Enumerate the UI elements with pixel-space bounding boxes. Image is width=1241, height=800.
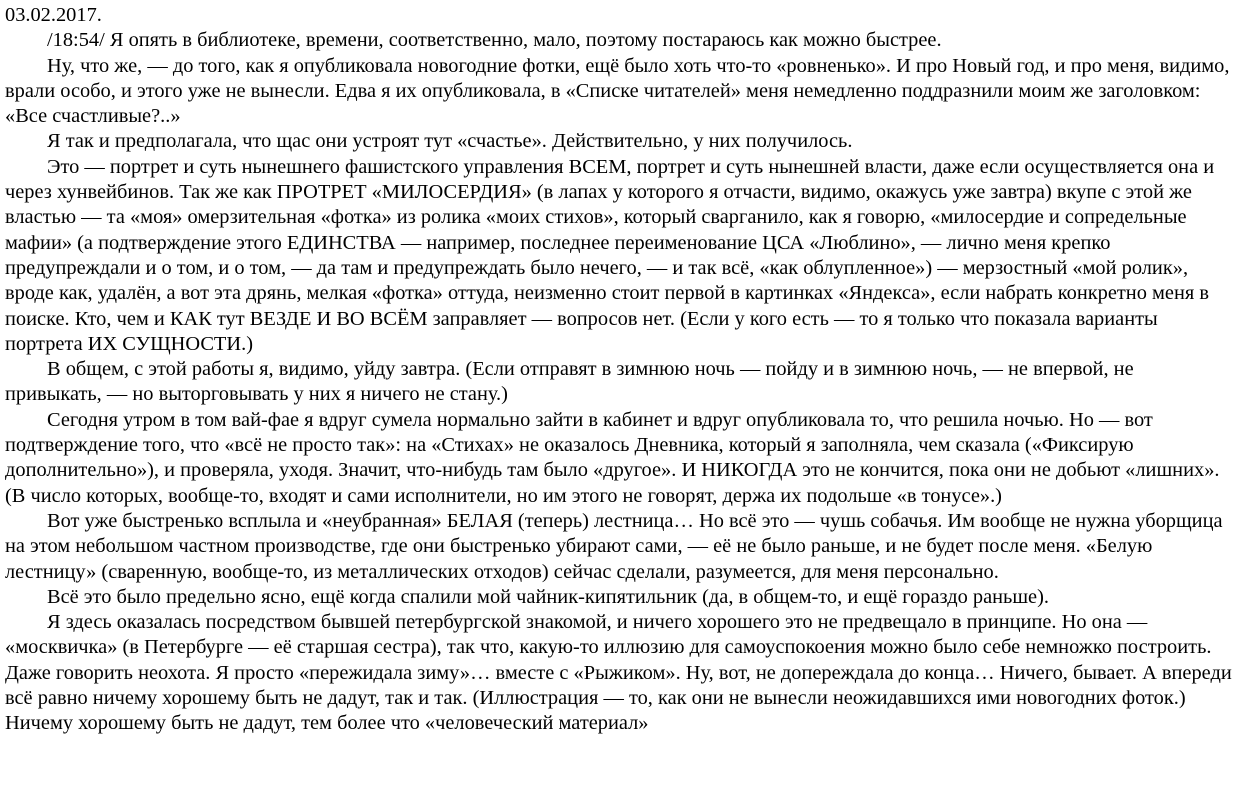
paragraph-1: /18:54/ Я опять в библиотеке, времени, соответственно, мало, поэтому постараюсь как можно быстрее. bbox=[47, 29, 942, 52]
paragraph-6: Сегодня утром в том вай-фае я вдруг сумела нормально зайти в кабинет и вдруг опубликовала то, что решила ночью. Но — вот подтверждение того, что «всё не просто так»: на «Стихах» не оказалось Дневника, который я заполняла, чем сказала («Фиксирую дополнительно»), и проверяла, уходя. Значит, что-нибудь там было «другое». И НИКОГДА это не кончится, пока они не добьют «лишних». (В число которых, вообще-то, входят и сами исполнители, но им этого не говорят, держа их подольше «в тонусе».) bbox=[5, 408, 1220, 507]
paragraph-2: Ну, что же, — до того, как я опубликовала новогодние фотки, ещё было хоть что-то «ровненько». И про Новый год, и про меня, видимо, врали особо, и этого уже не вынесли. Едва я их опубликовала, в «Списке читателей» меня немедленно поддразнили моим же заголовком: «Все счастливые?..» bbox=[5, 54, 1230, 128]
document-body bbox=[5, 28, 1233, 736]
paragraph-4: Это — портрет и суть нынешнего фашистского управления ВСЕМ, портрет и суть нынешней власти, даже если осуществляется она и через хунвейбинов. Так же как ПРОТРЕТ «МИЛОСЕРДИЯ» (в лапах у которого я отчасти, видимо, окажусь уже завтра) вкупе с этой же властью — та «моя» омерзительная «фотка» из ролика «моих стихов», который сварганило, как я говорю, «милосердие и сопредельные мафии» (а подтверждение этого ЕДИНСТВА — например, последнее переименование ЦСА «Люблино», — лично меня крепко предупреждали и о том, и о том, — да там и предупреждать было нечего, — и так всё, «как облупленное») — мерзостный «мой ролик», вроде как, удалён, а вот эта дрянь, мелкая «фотка» оттуда, неизменно стоит первой в картинках «Яндекса», если набрать конкретно меня в поиске. Кто, чем и КАК тут ВЕЗДЕ И ВО ВСЁМ заправляет — вопросов нет. (Если у кого есть — то я только что показала варианты портрета ИХ СУЩНОСТИ.) bbox=[5, 155, 1215, 355]
paragraph-9: Я здесь оказалась посредством бывшей петербургской знакомой, и ничего хорошего это не предвещало в принципе. Но она — «москвичка» (в Петербурге — её старшая сестра), так что, какую-то иллюзию для самоуспокоения можно было себе немножко построить. Даже говорить неохота. Я просто «пережидала зиму»… вместе с «Рыжиком». Ну, вот, не допереждала до конца… Ничего, бывает. А впереди всё равно ничему хорошему быть не дадут, так и так. (Иллюстрация — то, как они не вынесли неожидавшихся ими новогодних фоток.) Ничему хорошему быть не дадут, тем более что «человеческий материал» bbox=[5, 611, 1232, 735]
date-heading: 03.02.2017. bbox=[5, 4, 102, 26]
paragraph-3: Я так и предполагала, что щас они устроят тут «счастье». Действительно, у них получилось. bbox=[47, 130, 853, 153]
paragraph-5: В общем, с этой работы я, видимо, уйду завтра. (Если отправят в зимнюю ночь — пойду и в зимнюю ночь, — не впервой, не привыкать, — но выторговывать у них я ничего не стану.) bbox=[5, 358, 1134, 406]
paragraph-7: Вот уже быстренько всплыла и «неубранная» БЕЛАЯ (теперь) лестница… Но всё это — чушь собачья. Им вообще не нужна уборщица на этом небольшом частном производстве, где они быстренько убирают сами, — её не было раньше, и не будет после меня. «Белую лестницу» (сваренную, вообще-то, из металлических отходов) сейчас сделали, разумеется, для меня персонально. bbox=[5, 509, 1223, 583]
paragraph-8: Всё это было предельно ясно, ещё когда спалили мой чайник-кипятильник (да, в общем-то, и ещё гораздо раньше). bbox=[47, 585, 1049, 608]
